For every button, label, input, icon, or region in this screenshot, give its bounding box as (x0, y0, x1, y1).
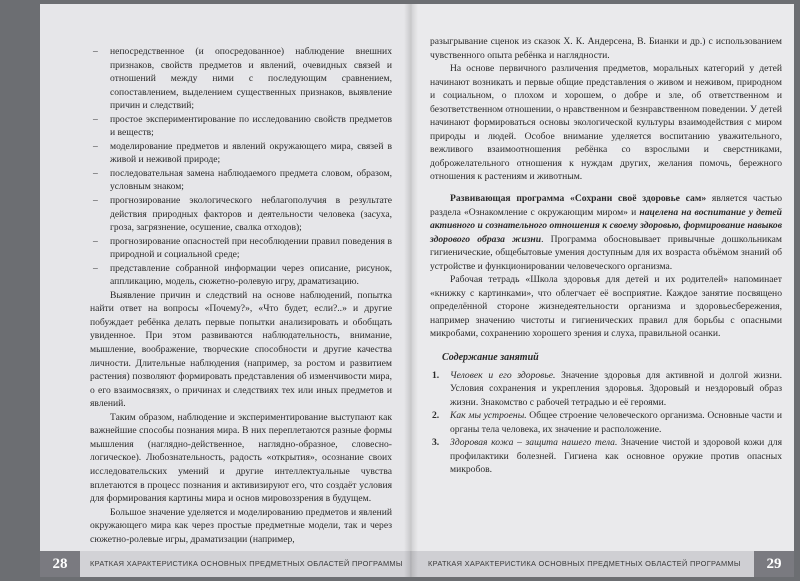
list-item: – представление собранной информации через описание, рисунок, аппликацию, модель, сюжетно-ролевую игру, драматизацию. (90, 262, 392, 289)
lesson-item (430, 369, 782, 410)
lesson-number: 2. (432, 410, 440, 422)
list-item: – моделирование предметов и явлений окружающего мира, связей в живой и неживой природе; (90, 140, 392, 167)
book-gutter (404, 4, 418, 577)
lesson-item (430, 409, 782, 436)
paragraph: На основе первичного различения предметов, моральных категорий у детей начинают возникать и первые общие представления о живом и неживом, природном и социальном, о плохом и хорошем, о добре и зле, об ответственном и безответственном отношении, о нравственном и безнравственном поведении. У детей начинают формироваться основы экологической культуры взаимодействия с миром природы и людей. Особое внимание уделяется воспитанию уважительного, вежливого взаимоотношения ребёнка со взрослыми и сверстниками, доброжелательного отношения к нуждам других, желания помочь, бережного отношения к растениям и животным. (430, 63, 782, 183)
right-page (410, 4, 794, 577)
list-item: – прогнозирование экологического неблагополучия в результате действия природных факторов и деятельности человека (засуха, гроза, загрязнение, осушение, свалка отходов); (90, 194, 392, 235)
lesson-text: Значение здоровья для активной и долгой жизни. Условия сохранения и укрепления здоровья. Здоровый и нездоровый образ жизни. Знакомство с рабочей тетрадью и её героями. (450, 369, 782, 408)
lesson-text: Общее строение человеческого организма. Основные части и органы тела человека, их значение и расположение. (450, 410, 782, 435)
page-number: 28 (40, 551, 80, 577)
program-text: . Программа обосновывает привычные дошкольникам гигиенические, общебытовые умения доступным для их возраста объёмом знаний об устройстве и функционировании человеческого организма. (430, 233, 782, 272)
lesson-number: 3. (432, 437, 440, 449)
page-footer (40, 551, 410, 577)
program-goal: нацелена на воспитание у детей активного и сознательного отношения к своему здоровью, формирование навыков здорового образа жизни (430, 206, 782, 245)
page-number: 29 (754, 551, 794, 577)
list-item: – прогнозирование опасностей при несоблюдении правил поведения в природной и социальной среде; (90, 235, 392, 262)
running-footer: КРАТКАЯ ХАРАКТЕРИСТИКА ОСНОВНЫХ ПРЕДМЕТНЫХ ОБЛАСТЕЙ ПРОГРАММЫ (428, 559, 741, 568)
right-text-column (430, 35, 782, 477)
list-item: – простое экспериментирование по исследованию свойств предметов и веществ; (90, 113, 392, 140)
program-paragraph (430, 192, 782, 273)
lesson-title: Человек и его здоровье. (450, 369, 556, 381)
lesson-text: Значение чистой и здоровой кожи для профилактики болезней. Гигиена как основное оружие против опасных микробов. (450, 437, 783, 476)
paragraph: разыгрывание сценок из сказок Х. К. Андерсена, В. Бианки и др.) с использованием чувственного опыта ребёнка и наглядности. (430, 36, 782, 61)
paragraph: Большое значение уделяется и моделированию предметов и явлений окружающего мира как через простые предметные модели, так и через сюжетно-ролевые игры, драматизации (например, (90, 506, 392, 545)
paragraph: Выявление причин и следствий на основе наблюдений, попытка найти ответ на вопросы «Почему?», «Что будет, если?..» и другие побуждает ребёнка делать первые попытки анализировать и обобщать увиденное. При этом развиваются наблюдательность, внимание, мышление, воображение, творческие способности и другие качества личности. Длительные наблюдения (например, за ростом и развитием растения) позволяют формировать представления об изменчивости мира, о его взаимосвязях, о причинах и следствиях тех или иных предметов и явлений. (90, 289, 392, 410)
lesson-number: 1. (432, 369, 440, 381)
lesson-item (430, 436, 782, 477)
left-page (40, 4, 410, 577)
left-text-column (90, 45, 392, 546)
running-footer: КРАТКАЯ ХАРАКТЕРИСТИКА ОСНОВНЫХ ПРЕДМЕТНЫХ ОБЛАСТЕЙ ПРОГРАММЫ (90, 559, 403, 568)
lesson-title: Как мы устроены. (450, 410, 527, 422)
paragraph: Таким образом, наблюдение и экспериментирование выступают как важнейшие способы познания мира. В них переплетаются разные формы мышления (наглядно-действенное, наглядно-образное, словесно-логическое). Любознательность, радость «открытия», осознание своих исследовательских умений и другие интеллектуальные чувства вплетаются в процесс познания и активизируют его, что создаёт условия для формирования картины мира и основ мировоззрения в будущем. (90, 411, 392, 505)
list-item: – последовательная замена наблюдаемого предмета словом, образом, условным знаком; (90, 167, 392, 194)
page-footer (410, 551, 794, 577)
section-heading: Содержание занятий (442, 352, 539, 364)
program-title: Развивающая программа «Сохрани своё здоровье сам» (450, 193, 707, 205)
paragraph: Рабочая тетрадь «Школа здоровья для детей и их родителей» напоминает «книжку с картинками», что облегчает её восприятие. Каждое занятие посвящено определённой стороне жизнедеятельности организма и здоровьесбережения, например значению чистоты и гигиенических правил для борьбы с опасными микробами, сохранению хорошего зрения и слуха, правильной осанки. (430, 274, 782, 340)
program-text: является частью раздела «Ознакомление с окружающим миром» и (430, 193, 782, 218)
list-item: – непосредственное (и опосредованное) наблюдение внешних признаков, свойств предметов и явлений, очевидных связей и отношений между ними с последующим сравнением, сопоставлением, выделением существенных признаков, выявление причин и следствий; (90, 45, 392, 113)
lesson-title: Здоровая кожа – защита нашего тела. (450, 437, 618, 449)
